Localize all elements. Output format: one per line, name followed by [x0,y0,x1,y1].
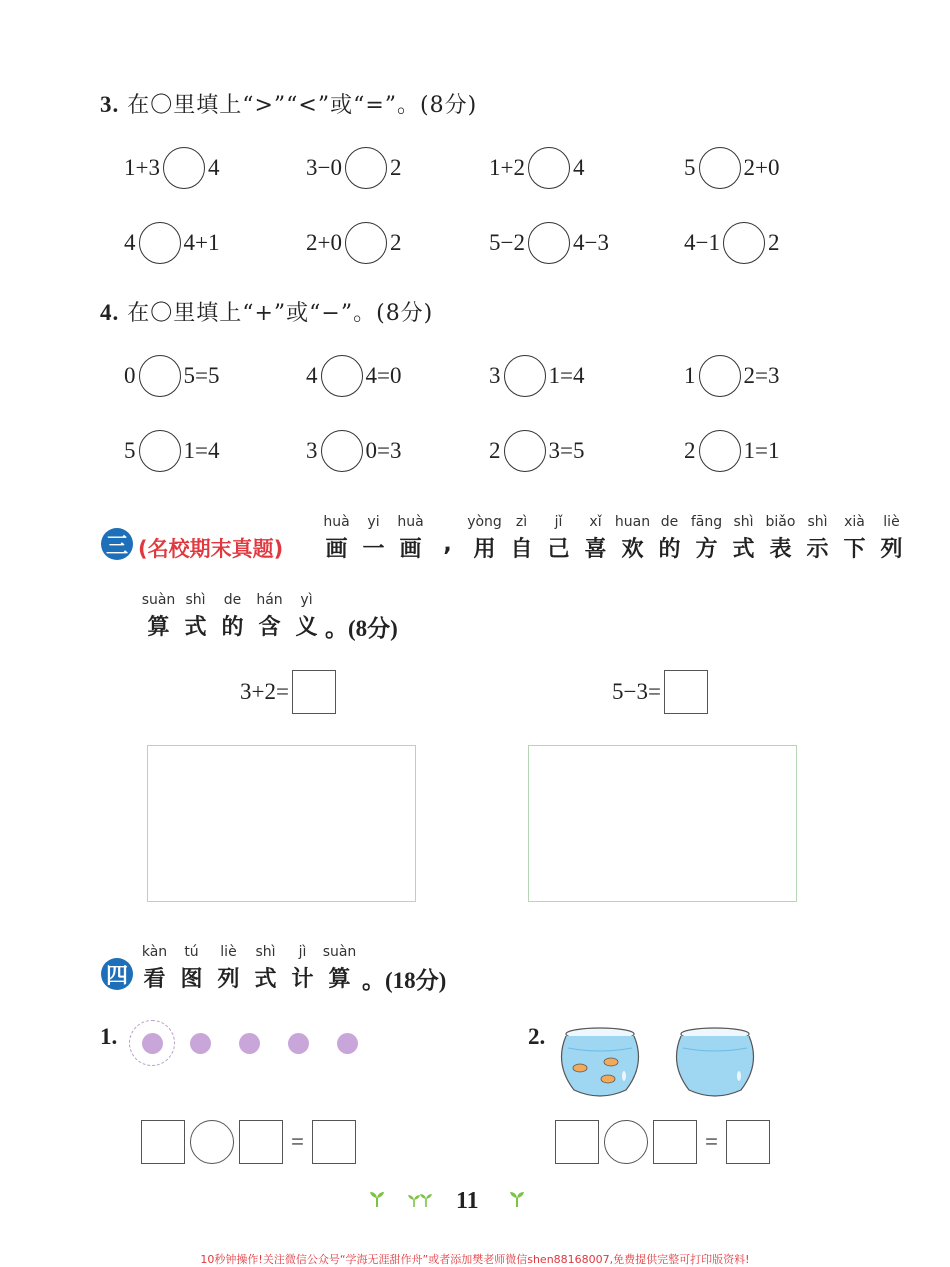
pinyin-syllable: yi [367,514,380,530]
sprout-icon [368,1190,386,1208]
pinyin-syllable: huà [323,514,350,530]
left-operand: 2+0 [306,230,342,255]
right-operand: 4−3 [572,230,609,255]
hanzi-char: 画 [325,537,348,562]
section4-badge: 四 [101,958,133,990]
right-operand: 2+0 [743,155,780,180]
pinyin-syllable: huan [614,514,651,530]
equation-1-text: 3+2= [240,679,289,704]
right-operand: 4+1 [183,230,220,255]
section3-equation-2 [612,670,708,714]
purple-dot [190,1033,211,1054]
hanzi-char: 下 [843,537,866,562]
section4-pinyin [136,944,446,960]
q4-item [306,430,401,472]
answer-circle[interactable] [345,147,387,189]
right-operand: 4=0 [365,363,402,388]
q4-item [306,355,401,397]
hanzi-char: 画 [399,537,422,562]
hanzi-char: 方 [695,537,718,562]
right-operand: 2 [389,155,402,180]
operand-box-2[interactable] [239,1120,283,1164]
hanzi-char: 欢 [621,537,644,562]
q4-item [489,355,584,397]
pinyin-syllable: biǎo [765,514,796,530]
q3-item [684,222,779,264]
problem-1-number: 1. [100,1024,118,1049]
left-operand: 4−1 [684,230,720,255]
pinyin-syllable: liè [883,514,900,530]
section3-pinyin-line1 [318,514,910,530]
answer-circle[interactable] [504,430,546,472]
pinyin-syllable: shì [733,514,754,530]
footer-promo-note: 10秒钟操作!关注微信公众号“学海无涯甜作舟”或者添加樊老师微信shen88168007,免费提供完整可打印版资料! [200,1253,750,1266]
answer-circle[interactable] [723,222,765,264]
section3-hanzi-line2 [140,610,325,643]
answer-circle[interactable] [139,430,181,472]
right-operand: 4 [207,155,220,180]
q4-item [684,355,779,397]
answer-circle[interactable] [504,355,546,397]
q3-item [306,222,401,264]
left-operand: 1+3 [124,155,160,180]
answer-circle[interactable] [699,430,741,472]
q3-item [124,147,219,189]
hanzi-char: 的 [658,537,681,562]
result-box[interactable] [726,1120,770,1164]
answer-circle[interactable] [163,147,205,189]
section4-hanzi [136,962,358,995]
pinyin-syllable: tú [184,944,199,960]
answer-circle[interactable] [528,147,570,189]
pinyin-syllable: kàn [141,944,168,960]
fishbowl-with-fish-icon [554,1026,646,1100]
operand-box-1[interactable] [555,1120,599,1164]
right-operand: 1=4 [548,363,585,388]
problem-2-number: 2. [528,1024,546,1049]
hanzi-char: 己 [547,537,570,562]
equals-sign: = [705,1129,718,1154]
hanzi-char: 示 [806,537,829,562]
hanzi-char: 列 [880,537,903,562]
purple-dot [337,1033,358,1054]
equation-1-answer-box[interactable] [292,670,336,714]
hanzi-char: 看 [143,967,166,992]
q3-item [306,147,401,189]
pinyin-syllable: jì [298,944,307,960]
operator-circle[interactable] [604,1120,648,1164]
hanzi-char: 喜 [584,537,607,562]
hanzi-char: , [443,532,452,557]
hanzi-char: 含 [258,615,281,640]
section3-equation-1 [240,670,336,714]
problem-2-equation [555,1120,770,1164]
pinyin-syllable: shì [185,592,206,608]
operand-box-1[interactable] [141,1120,185,1164]
left-operand: 5−2 [489,230,525,255]
right-operand: 2=3 [743,363,780,388]
hanzi-char: 算 [147,615,170,640]
left-operand: 5 [124,438,136,463]
answer-circle[interactable] [528,222,570,264]
operand-box-2[interactable] [653,1120,697,1164]
pinyin-syllable: suàn [141,592,176,608]
purple-dot [239,1033,260,1054]
section4-score: 。(18分) [362,968,447,993]
pinyin-syllable: hán [256,592,283,608]
q4-item [489,430,584,472]
equation-2-text: 5−3= [612,679,661,704]
pinyin-syllable: suàn [322,944,357,960]
hanzi-char: 列 [217,967,240,992]
pinyin-syllable: jǐ [554,514,563,530]
q4-number: 4. [100,300,120,325]
hanzi-char: 式 [732,537,755,562]
left-operand: 2 [489,438,501,463]
purple-dot [142,1033,163,1054]
pinyin-syllable: yòng [467,514,502,530]
sprout-icon [508,1190,526,1208]
right-operand: 1=1 [743,438,780,463]
pinyin-syllable: xǐ [589,514,602,530]
section3-hanzi-line2-row [140,610,398,643]
q3-title: 在〇里填上“>”“<”或“=”。(8分) [127,93,478,118]
q4-heading [100,296,433,327]
left-operand: 4 [306,363,318,388]
answer-circle[interactable] [321,430,363,472]
purple-dot [288,1033,309,1054]
left-operand: 0 [124,363,136,388]
section3-source-label: (名校期末真题) [138,537,284,561]
left-operand: 5 [684,155,696,180]
pinyin-syllable: de [660,514,679,530]
pinyin-gap [429,514,466,530]
section3-badge: 三 [101,528,133,560]
q3-item [124,222,219,264]
hanzi-char: 式 [254,967,277,992]
q3-number: 3. [100,92,120,117]
answer-circle[interactable] [139,222,181,264]
pinyin-syllable: fāng [690,514,723,530]
q3-item [489,147,584,189]
section3-score: 。(8分) [325,616,398,641]
section3-hanzi-line1 [318,532,910,563]
left-operand: 1 [684,363,696,388]
left-operand: 3 [306,438,318,463]
q3-item [489,222,609,264]
answer-circle[interactable] [699,355,741,397]
q4-title: 在〇里填上“+”或“−”。(8分) [127,301,434,326]
right-operand: 5=5 [183,363,220,388]
q3-item [684,147,779,189]
q4-item [684,430,779,472]
page-number: 11 [456,1188,479,1214]
left-operand: 3 [489,363,501,388]
hanzi-char: 式 [184,615,207,640]
result-box[interactable] [312,1120,356,1164]
left-operand: 3−0 [306,155,342,180]
right-operand: 2 [767,230,780,255]
right-operand: 3=5 [548,438,585,463]
drawing-area-1[interactable] [147,745,416,902]
section3-pinyin-line2 [140,592,398,608]
q4-item [124,430,219,472]
right-operand: 1=4 [183,438,220,463]
pinyin-syllable: liè [220,944,237,960]
hanzi-char: 义 [295,615,318,640]
pinyin-syllable: shì [255,944,276,960]
equation-2-answer-box[interactable] [664,670,708,714]
pinyin-syllable: de [223,592,242,608]
left-operand: 4 [124,230,136,255]
section4-title [136,944,446,995]
hanzi-char: 计 [291,967,314,992]
equals-sign: = [291,1129,304,1154]
right-operand: 0=3 [365,438,402,463]
hanzi-char: 的 [221,615,244,640]
hanzi-char: 用 [473,537,496,562]
hanzi-char: 自 [510,537,533,562]
pinyin-syllable: zì [515,514,528,530]
section4-hanzi-row [136,962,446,995]
drawing-area-2[interactable] [528,745,797,902]
pinyin-syllable: yì [300,592,313,608]
double-sprout-icon [407,1192,433,1208]
hanzi-char: 一 [362,537,385,562]
section3-title-line1 [318,514,910,563]
answer-circle[interactable] [139,355,181,397]
pinyin-syllable: shì [807,514,828,530]
hanzi-char: 表 [769,537,792,562]
q3-heading [100,88,477,119]
empty-fishbowl-icon [669,1026,761,1100]
pinyin-syllable: xià [844,514,865,530]
left-operand: 1+2 [489,155,525,180]
hanzi-char: 算 [328,967,351,992]
q4-item [124,355,219,397]
answer-circle[interactable] [699,147,741,189]
right-operand: 2 [389,230,402,255]
left-operand: 2 [684,438,696,463]
section3-title-line2 [140,592,398,643]
right-operand: 4 [572,155,585,180]
answer-circle[interactable] [321,355,363,397]
operator-circle[interactable] [190,1120,234,1164]
problem-1-equation [141,1120,356,1164]
answer-circle[interactable] [345,222,387,264]
pinyin-syllable: huà [397,514,424,530]
hanzi-char: 图 [180,967,203,992]
